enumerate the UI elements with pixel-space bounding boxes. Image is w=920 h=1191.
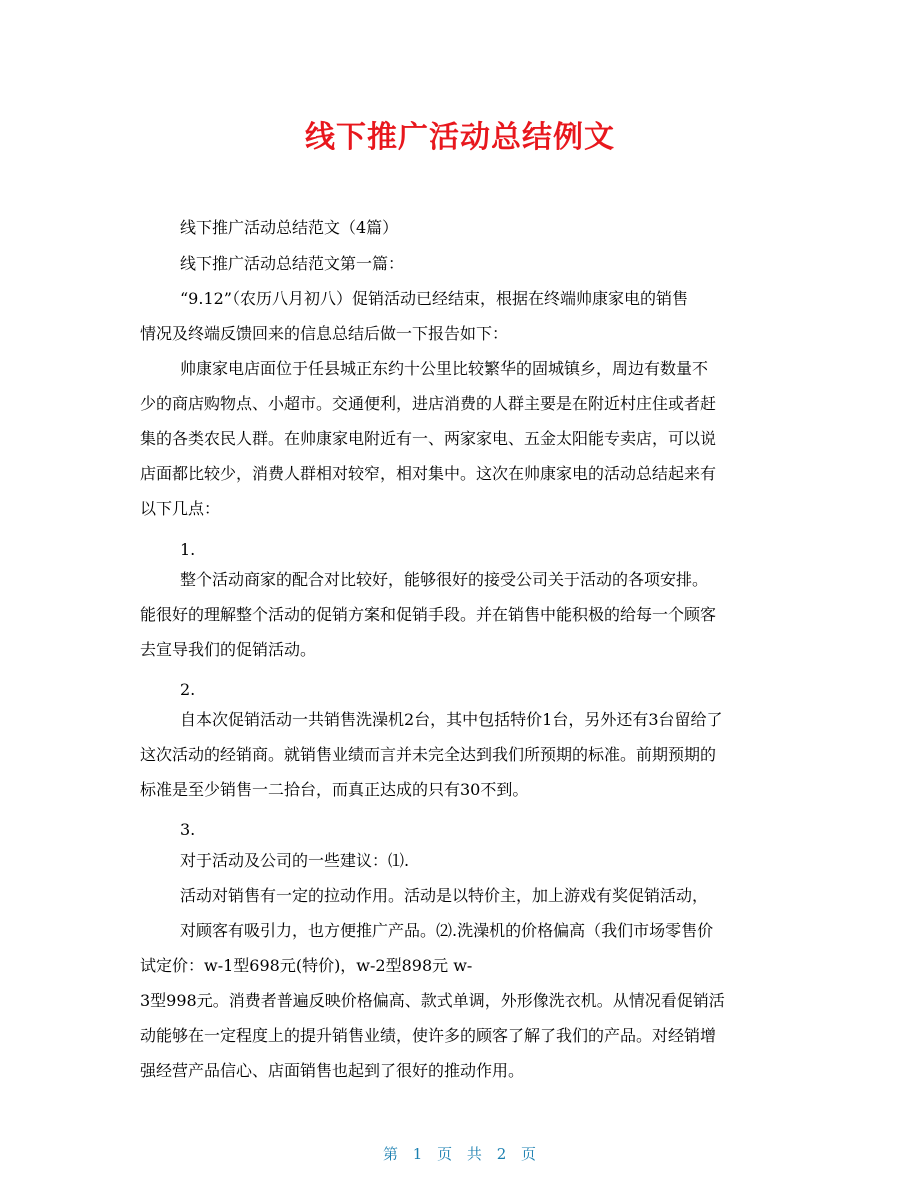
text-line: 帅康家电店面位于任县城正东约十公里比较繁华的固城镇乡，周边有数量不	[180, 359, 709, 378]
text-line: 动能够在一定程度上的提升销售业绩，使许多的顾客了解了我们的产品。对经销增	[140, 1026, 717, 1045]
text-line: 标准是至少销售一二拾台，而真正达成的只有30不到。	[140, 780, 529, 799]
text-line: 试定价：w-1型698元(特价)，w-2型898元 w-	[140, 956, 473, 975]
text-line: 自本次促销活动一共销售洗澡机2台，其中包括特价1台，另外还有3台留给了	[180, 710, 723, 729]
page-footer	[0, 1143, 920, 1164]
text-line: 这次活动的经销商。就销售业绩而言并未完全达到我们所预期的标准。前期预期的	[140, 745, 717, 764]
document-title: 线下推广活动总结例文	[305, 120, 615, 155]
text-line: 对顾客有吸引力，也方便推广产品。⑵.洗澡机的价格偏高（我们市场零售价	[180, 921, 714, 940]
text-line: 整个活动商家的配合对比较好，能够很好的接受公司关于活动的各项安排。	[180, 570, 709, 589]
text-line: 能很好的理解整个活动的促销方案和促销手段。并在销售中能积极的给每一个顾客	[140, 605, 717, 624]
list-number: 3.	[180, 820, 196, 839]
text-line: 少的商店购物点、小超市。交通便利，进店消费的人群主要是在附近村庄住或者赶	[140, 394, 717, 413]
footer-label: 第	[382, 1145, 399, 1163]
text-line: “9.12”（农历八月初八）促销活动已经结束，根据在终端帅康家电的销售	[180, 289, 688, 308]
footer-label: 页	[437, 1145, 454, 1163]
text-line: 强经营产品信心、店面销售也起到了很好的推动作用。	[140, 1061, 525, 1080]
page-number-total: 2	[496, 1145, 508, 1163]
text-line: 3型998元。消费者普遍反映价格偏高、款式单调，外形像洗衣机。从情况看促销活	[140, 991, 725, 1010]
text-line: 对于活动及公司的一些建议：⑴.	[180, 851, 410, 870]
list-number: 1.	[180, 540, 196, 559]
text-line: 线下推广活动总结范文第一篇：	[180, 254, 405, 273]
text-line: 活动对销售有一定的拉动作用。活动是以特价主，加上游戏有奖促销活动，	[180, 886, 709, 905]
text-line: 店面都比较少，消费人群相对较窄，相对集中。这次在帅康家电的活动总结起来有	[140, 464, 717, 483]
text-line: 线下推广活动总结范文（4篇）	[180, 218, 399, 237]
page-number-current: 1	[412, 1145, 424, 1163]
text-line: 以下几点：	[140, 499, 221, 518]
text-line: 集的各类农民人群。在帅康家电附近有一、两家家电、五金太阳能专卖店，可以说	[140, 429, 717, 448]
footer-label: 页	[521, 1145, 538, 1163]
text-line: 情况及终端反馈回来的信息总结后做一下报告如下：	[140, 324, 509, 343]
footer-label: 共	[466, 1145, 483, 1163]
text-line: 去宣导我们的促销活动。	[140, 640, 317, 659]
list-number: 2.	[180, 680, 196, 699]
